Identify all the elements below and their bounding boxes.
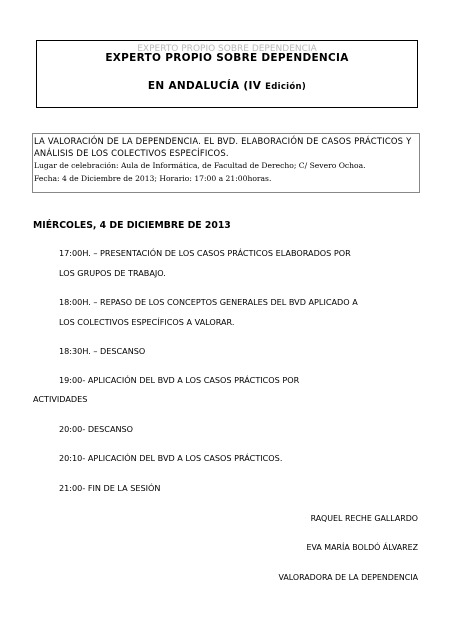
header-subtitle-main: EN ANDALUCÍA (IV	[147, 80, 262, 92]
schedule-item-1-line2: LOS GRUPOS DE TRABAJO.	[59, 268, 166, 278]
schedule-item-7: 21:00- FIN DE LA SESIÓN	[59, 483, 161, 493]
schedule-item-4-line2: ACTIVIDADES	[33, 394, 88, 404]
signature-role: VALORADORA DE LA DEPENDENCIA	[278, 573, 418, 582]
session-info-box	[32, 133, 420, 193]
schedule-item-6: 20:10- APLICACIÓN DEL BVD A LOS CASOS PRÁCTICOS.	[59, 453, 283, 463]
signature-name-2: EVA MARÍA BOLDÓ ÁLVAREZ	[306, 543, 418, 552]
schedule-item-3: 18:30H. – DESCANSO	[59, 346, 146, 356]
schedule-item-5: 20:00- DESCANSO	[59, 424, 134, 434]
header-subtitle	[36, 80, 418, 92]
day-heading: MIÉRCOLES, 4 DE DICIEMBRE DE 2013	[33, 220, 231, 231]
header-title: EXPERTO PROPIO SOBRE DEPENDENCIA	[105, 52, 349, 64]
session-venue: Lugar de celebración: Aula de Informática, de Facultad de Derecho; C/ Severo Ochoa.	[34, 161, 366, 170]
header-subtitle-edition: Edición)	[265, 82, 307, 92]
schedule-item-4-line1: 19:00- APLICACIÓN DEL BVD A LOS CASOS PRÁCTICOS POR	[59, 375, 300, 385]
schedule-item-1-line1: 17:00H. – PRESENTACIÓN DE LOS CASOS PRÁCTICOS ELABORADOS POR	[59, 248, 351, 258]
signature-name-1: RAQUEL RECHE GALLARDO	[310, 514, 418, 523]
session-title: LA VALORACIÓN DE LA DEPENDENCIA. EL BVD. ELABORACIÓN DE CASOS PRÁCTICOS Y ANÁLISIS DE LOS COLECTIVOS ESPECÍFICOS.	[34, 136, 412, 158]
session-date: Fecha: 4 de Diciembre de 2013; Horario: 17:00 a 21:00horas.	[34, 174, 272, 183]
schedule-item-2-line1: 18:00H. – REPASO DE LOS CONCEPTOS GENERALES DEL BVD APLICADO A	[59, 297, 358, 307]
header-ghost-line1: EXPERTO PROPIO SOBRE DEPENDENCIA	[137, 44, 317, 54]
schedule-item-2-line2: LOS COLECTIVOS ESPECÍFICOS A VALORAR.	[59, 317, 235, 327]
